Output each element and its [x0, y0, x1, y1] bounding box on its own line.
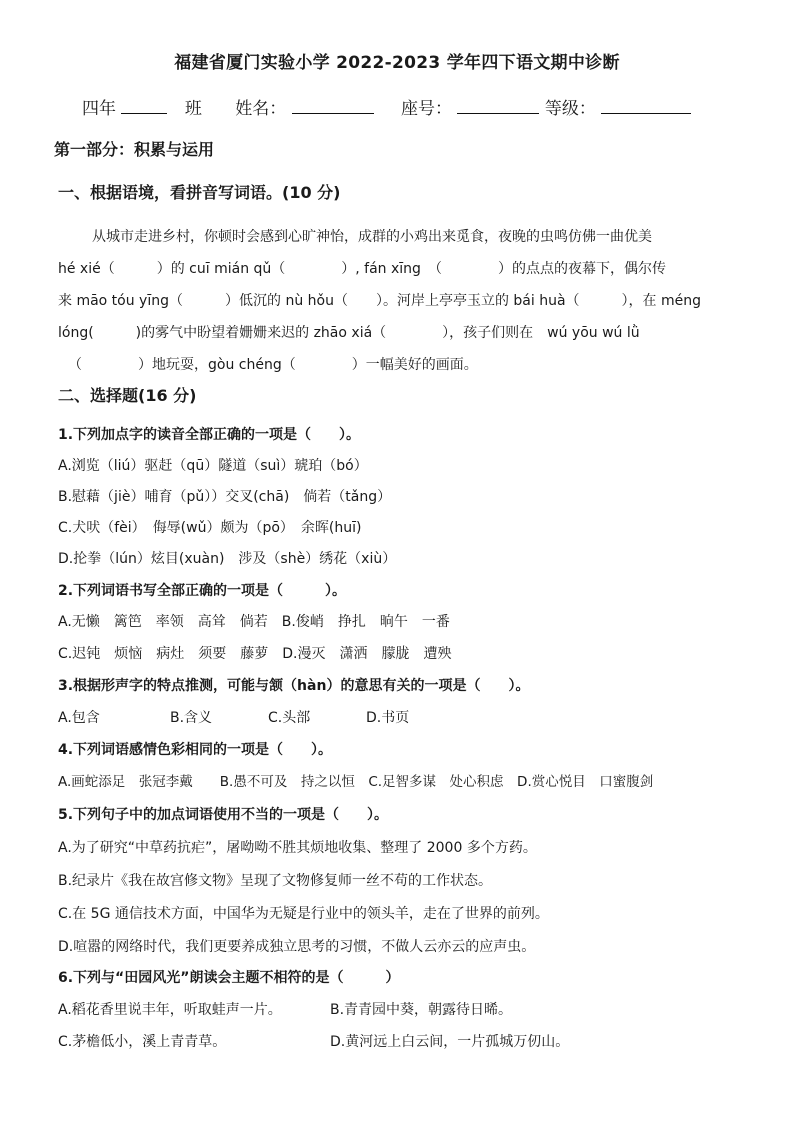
question-6-stem: 6.下列与“田园风光”朗读会主题不相符的是（ ）: [58, 970, 400, 986]
pinyin-passage-line: lóng( )的雾气中盼望着姗姗来迟的 zhāo xiá（ ），孩子们则在 wú yōu wú lǜ: [58, 325, 640, 341]
question-5-stem: 5.下列句子中的加点词语使用不当的一项是（ ）。: [58, 807, 389, 823]
level-label: 等级：: [544, 99, 596, 119]
seat-label: 座号：: [401, 99, 453, 119]
question-5-option-a[interactable]: A.为了研究“中草药抗疟”，屠呦呦不胜其烦地收集、整理了 2000 多个方药。: [58, 840, 537, 856]
student-info-line: [82, 94, 691, 119]
level-blank[interactable]: [601, 97, 691, 114]
grade-blank[interactable]: [121, 97, 167, 114]
question-3-stem: 3.根据形声字的特点推测，可能与颔（hàn）的意思有关的一项是（ ）。: [58, 678, 530, 694]
question-3-option-c[interactable]: C.头部: [268, 710, 311, 726]
part-one-heading: 第一部分：积累与运用: [54, 140, 215, 159]
pinyin-passage-line: （ ）地玩耍，gòu chéng（ ）一幅美好的画面。: [68, 357, 478, 373]
question-2-options-cd[interactable]: C.迟钝 烦恼 病灶 须要 藤萝 D.漫灭 潇洒 朦胧 遭殃: [58, 646, 452, 662]
question-4-stem: 4.下列词语感情色彩相同的一项是（ ）。: [58, 742, 333, 758]
section-one-heading: 一、根据语境，看拼音写词语。(10 分): [58, 183, 341, 202]
seat-blank[interactable]: [457, 97, 539, 114]
question-3-option-b[interactable]: B.含义: [170, 710, 213, 726]
question-3-option-d[interactable]: D.书页: [366, 710, 410, 726]
question-5-option-d[interactable]: D.喧嚣的网络时代，我们更要养成独立思考的习惯，不做人云亦云的应声虫。: [58, 939, 536, 955]
grade-label: 四年: [82, 99, 116, 119]
question-3-option-a[interactable]: A.包含: [58, 710, 100, 726]
question-2-stem: 2.下列词语书写全部正确的一项是（ ）。: [58, 583, 347, 599]
question-1-option-b[interactable]: B.慰藉（jiè）哺育（pǔ））交叉(chā) 倘若（tǎng）: [58, 489, 392, 505]
pinyin-passage-line: 从城市走进乡村，你顿时会感到心旷神怡，成群的小鸡出来觅食，夜晚的虫鸣仿佛一曲优美: [92, 229, 652, 245]
question-1-option-a[interactable]: A.浏览（liú）驱赶（qū）隧道（suì）琥珀（bó）: [58, 458, 368, 474]
question-1-option-c[interactable]: C.犬吠（fèi） 侮辱(wǔ）颇为（pō） 余晖(huī): [58, 520, 362, 536]
section-two-heading: 二、选择题(16 分): [58, 386, 197, 405]
question-1-option-d[interactable]: D.抡拳（lún）炫目(xuàn) 涉及（shè）绣花（xiù）: [58, 551, 397, 567]
question-6-option-a[interactable]: A.稻花香里说丰年，听取蛙声一片。: [58, 1002, 282, 1018]
pinyin-passage-line: hé xié（ ）的 cuī mián qǔ（ ）, fán xīng （ ）的点点的夜幕下，偶尔传: [58, 261, 666, 277]
question-4-options[interactable]: A.画蛇添足 张冠李戴 B.愚不可及 持之以恒 C.足智多谋 处心积虑 D.赏心悦目 口蜜腹剑: [58, 774, 654, 790]
class-label: 班: [184, 99, 202, 119]
exam-title: 福建省厦门实验小学 2022-2023 学年四下语文期中诊断: [174, 53, 620, 73]
question-6-option-d[interactable]: D.黄河远上白云间，一片孤城万仞山。: [330, 1034, 570, 1050]
question-6-option-b[interactable]: B.青青园中葵，朝露待日晞。: [330, 1002, 513, 1018]
question-5-option-b[interactable]: B.纪录片《我在故宫修文物》呈现了文物修复师一丝不苟的工作状态。: [58, 873, 493, 889]
pinyin-passage-line: 来 māo tóu yīng（ ）低沉的 nù hǒu（ ）。河岸上亭亭玉立的 bái huà（ ），在 méng: [58, 293, 701, 309]
question-6-option-c[interactable]: C.茅檐低小，溪上青青草。: [58, 1034, 227, 1050]
name-label: 姓名：: [235, 99, 287, 119]
question-1-stem: 1.下列加点字的读音全部正确的一项是（ ）。: [58, 427, 361, 443]
question-2-options-ab[interactable]: A.无懒 篱笆 率领 高耸 倘若 B.俊峭 挣扎 晌午 一番: [58, 614, 450, 630]
name-blank[interactable]: [292, 97, 374, 114]
question-5-option-c[interactable]: C.在 5G 通信技术方面，中国华为无疑是行业中的领头羊，走在了世界的前列。: [58, 906, 549, 922]
